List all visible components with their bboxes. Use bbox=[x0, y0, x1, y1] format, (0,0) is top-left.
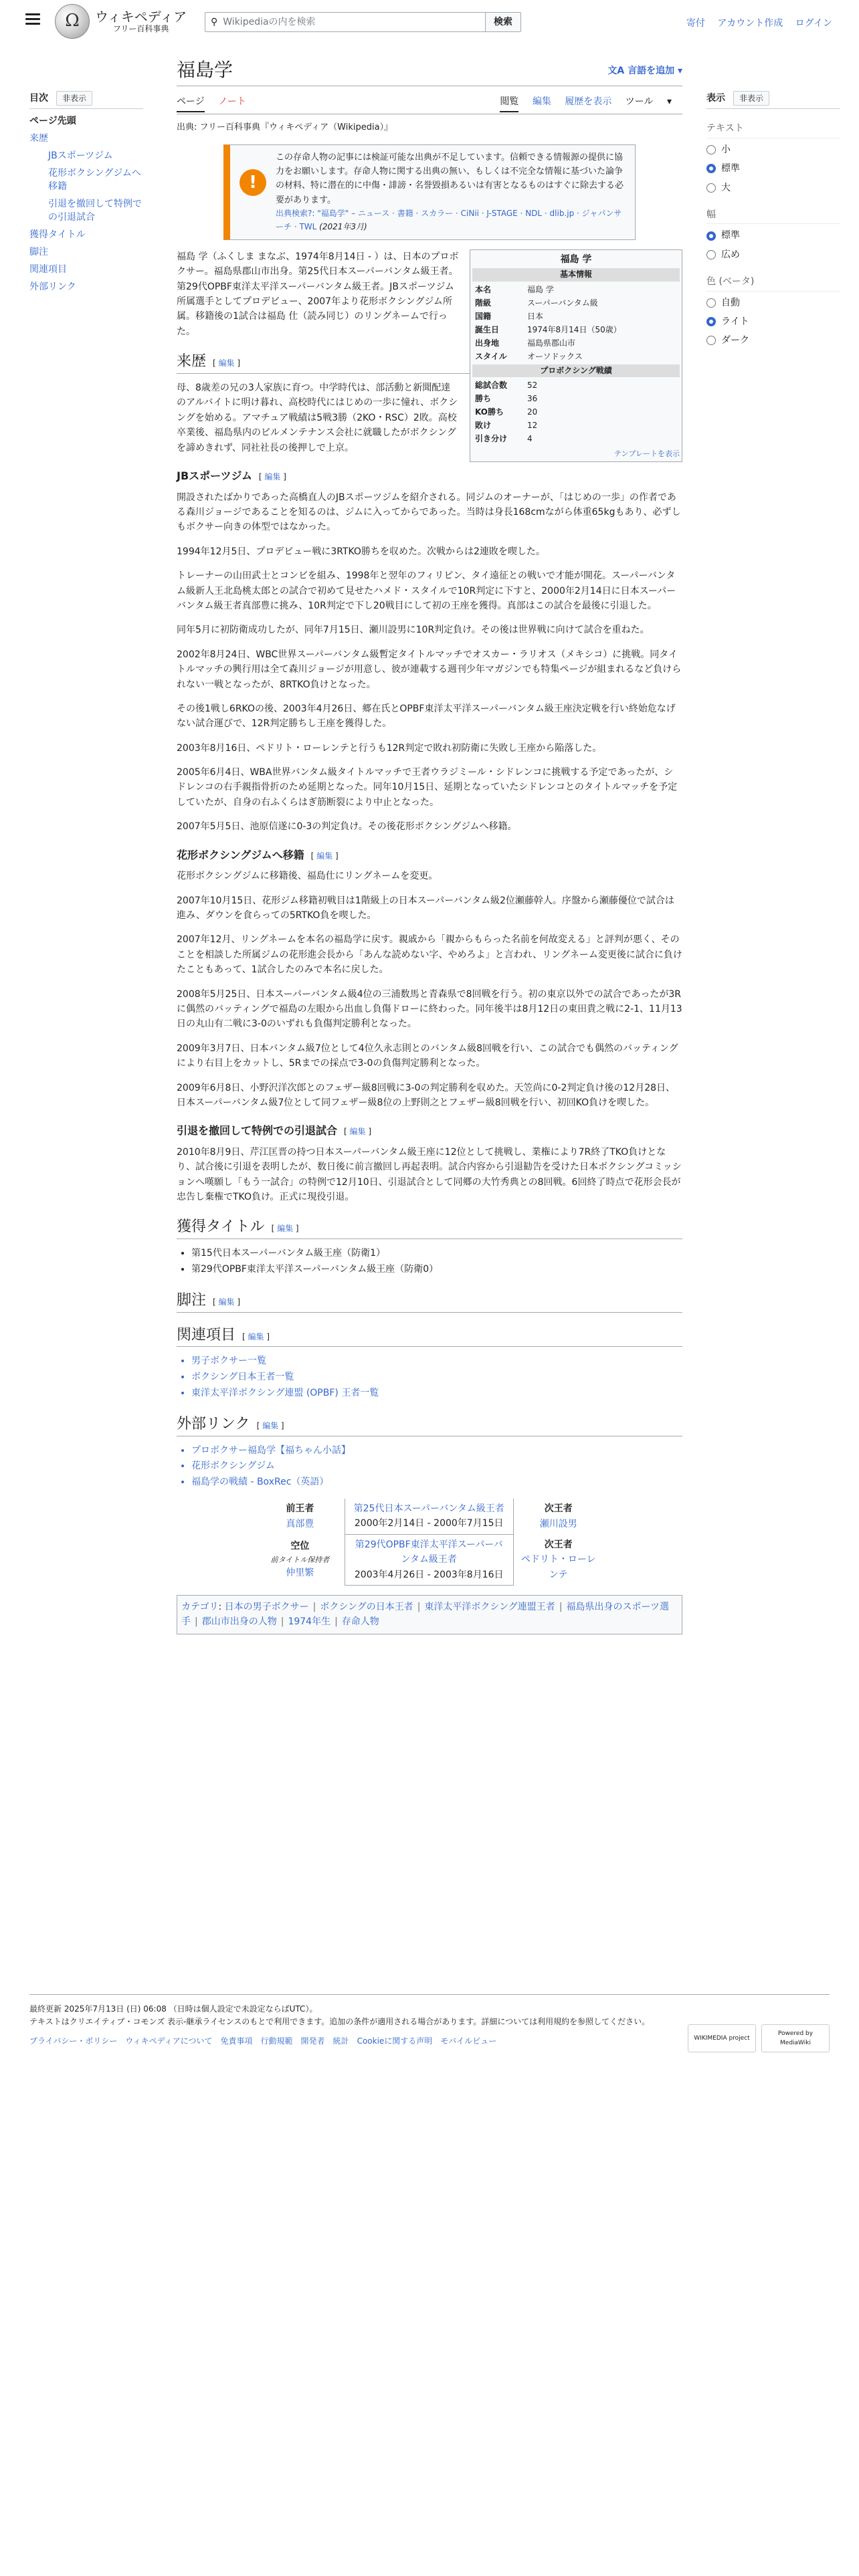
paragraph: 2002年8月24日、WBC世界スーパーバンタム級暫定タイトルマッチでオスカー・ラリオス（メキシコ）に挑戦。同タイトルマッチの興行用は全て森川ジョージが用意し、彼が連載する週刊少年マガジンでも特集ページが組まれるなど負けられない一戦となったが、8RTKO負けとなった。 bbox=[177, 649, 682, 690]
list-item[interactable]: • 東洋太平洋ボクシング連盟 (OPBF) 王者一覧 bbox=[191, 1386, 682, 1402]
infobox-key: 本名 bbox=[475, 284, 492, 294]
category-link[interactable]: 郡山市出身の人物 bbox=[201, 1616, 277, 1628]
section-titles-heading bbox=[177, 1216, 682, 1239]
infobox-key: KO勝ち bbox=[475, 407, 504, 417]
color-label: 色 (ベータ) bbox=[706, 274, 840, 291]
personal-tools bbox=[677, 16, 832, 31]
width-option[interactable] bbox=[706, 228, 840, 243]
infobox bbox=[470, 249, 682, 462]
search-button[interactable]: 検索 bbox=[486, 12, 521, 32]
predecessor-link[interactable]: 真部豊 bbox=[286, 1518, 314, 1529]
list-item[interactable]: • ボクシング日本王者一覧 bbox=[191, 1370, 682, 1386]
paragraph: その後1戦し6RKOの後、2003年4月26日、郷在氏とOPBF東洋太平洋スーパーバンタム級王座決定戦を行い終始危なげない試合運びで、12R判定勝ちし王座を獲得した。 bbox=[177, 703, 676, 730]
infobox-value: 福島県郡山市 bbox=[527, 338, 576, 348]
color-option[interactable] bbox=[706, 333, 840, 348]
succession-row bbox=[256, 1499, 603, 1534]
add-language-label: 言語を追加 bbox=[628, 66, 675, 76]
infobox-value: 36 bbox=[527, 393, 538, 403]
infobox-row bbox=[472, 296, 680, 310]
category-separator: | bbox=[417, 1601, 421, 1612]
section-history-title: 来歴 bbox=[177, 352, 207, 370]
login-link[interactable]: ログイン bbox=[795, 18, 832, 29]
search-input[interactable] bbox=[205, 12, 486, 32]
section-external-heading bbox=[177, 1414, 682, 1436]
toc-item[interactable]: ページ先頭 bbox=[29, 116, 76, 127]
infobox-row bbox=[472, 405, 680, 419]
toc-item[interactable]: 引退を撤回して特例での引退試合 bbox=[48, 199, 142, 223]
infobox-name: 福島 学 bbox=[560, 253, 592, 265]
category-separator: | bbox=[195, 1616, 198, 1628]
edit-label: 編集 bbox=[218, 358, 235, 368]
succession-years: 2003年4月26日 - 2003年8月16日 bbox=[354, 1569, 504, 1580]
history-paragraph: 母、8歳差の兄の3人家族に育つ。中学時代は、部活動と新聞配達のアルバイトに明け暮れ、高校時代にはじめの一歩に憧れ、ボクシングを始める。アマチュア戦績は5戦3勝（2KO・RSC）2敗。高校卒業後、福島県内のビルメンテナンス会社に就職したがボクシングを諦めきれず、同社社長の後押しで上京。 bbox=[177, 383, 458, 453]
infobox-key: 国籍 bbox=[475, 311, 492, 321]
infobox-basic-table bbox=[472, 283, 680, 363]
radio-button[interactable] bbox=[706, 250, 716, 259]
text-option[interactable] bbox=[706, 142, 840, 157]
infobox-value: 20 bbox=[527, 407, 538, 417]
text-option[interactable] bbox=[706, 181, 840, 195]
tab-tools[interactable]: ツール ▾ bbox=[625, 96, 672, 108]
section-related-title: 関連項目 bbox=[177, 1325, 236, 1343]
lead-paragraph: 福島 学（ふくしま まなぶ、1974年8月14日 - ）は、日本のプロボクサー。福島県郡山市出身。第25代日本スーパーバンタム級王者。第29代OPBF東洋太平洋スーパーバンタム級王者。JBスポーツジム所属選手としてプロデビュー、2007年より花形ボクシングジム所属。移籍後の1試合は福島 仕（読み同じ）のリングネームで行った。 bbox=[177, 251, 459, 337]
successor-label: 次王者 bbox=[544, 1503, 573, 1515]
paragraph: 1994年12月5日、プロデビュー戦に3RTKO勝ちを収めた。次戦からは2連敗を喫した。 bbox=[177, 546, 545, 557]
radio-label: 小 bbox=[721, 144, 731, 155]
infobox-row bbox=[472, 392, 680, 405]
list-item[interactable]: • 福島学の戦績 - BoxRec（英語） bbox=[191, 1475, 682, 1491]
predecessor-cell bbox=[256, 1499, 345, 1534]
section-external-title: 外部リンク bbox=[177, 1414, 250, 1432]
toc-item[interactable]: 関連項目 bbox=[29, 264, 67, 276]
paragraph: 2003年8月16日、ペドリト・ローレンテと行うも12R判定で敗れ初防衛に失敗し王座から陥落した。 bbox=[177, 742, 602, 754]
paragraph: 2007年12月、リングネームを本名の福島学に戻す。親戚から「親からもらった名前を何故変える」と評判が悪く、そのことを相談した所属ジムの花形進会長から「あんな読めない字、やめろよ」と言われ、リングネーム変更後に試合に負けたこともあって、1試合したのみで本名に戻した。 bbox=[177, 934, 682, 976]
toc-item[interactable]: 獲得タイトル bbox=[29, 229, 86, 241]
predecessor-label: 空位 bbox=[290, 1541, 310, 1552]
radio-button[interactable] bbox=[706, 298, 716, 308]
width-option[interactable] bbox=[706, 247, 840, 262]
article-content bbox=[177, 59, 682, 1634]
edit-label: 編集 bbox=[248, 1331, 264, 1341]
edit-section-link[interactable]: [ 編集 ] bbox=[213, 1297, 241, 1307]
title-cell bbox=[345, 1534, 513, 1585]
radio-label: 大 bbox=[721, 182, 731, 193]
successor-cell bbox=[513, 1534, 603, 1585]
edit-label: 編集 bbox=[218, 1297, 235, 1307]
edit-section-link[interactable]: [ 編集 ] bbox=[258, 472, 286, 482]
category-link[interactable]: 存命人物 bbox=[341, 1616, 379, 1628]
tools-label: ツール bbox=[625, 96, 654, 108]
paragraph: 同年5月に初防衛成功したが、同年7月15日、瀬川設男に10R判定負け。その後は世界戦に向けて試合を重ねた。 bbox=[177, 625, 650, 636]
jb-paragraphs bbox=[177, 490, 682, 835]
infobox-value: スーパーバンタム級 bbox=[527, 298, 598, 308]
list-item: • 第29代OPBF東洋太平洋スーパーバンタム級王座（防衛0） bbox=[191, 1262, 682, 1278]
footer-link[interactable]: モバイルビュー bbox=[440, 2036, 497, 2046]
site-logo[interactable] bbox=[55, 4, 187, 39]
infobox-row bbox=[472, 419, 680, 432]
section-jb-heading bbox=[177, 467, 682, 485]
paragraph: トレーナーの山田武士とコンビを組み、1998年と翌年のフィリピン、タイ遠征との戦いで才能が開花。スーパーバンタム級新人王北島桃太郎との試合で初めて見せたハメド・スタイルで10R判定に下すと、2000年2月14日に日本スーパーバンタム級王者真部豊に挑み、10R判定で下し20戦目にして初の王座を獲得。真部はこの試合を最後に引退した。 bbox=[177, 570, 676, 611]
section-retire-heading bbox=[177, 1122, 682, 1140]
retire-paragraph: 2010年8月9日、芹江匡晋の持つ日本スーパーバンタム級王座に12位として挑戦し、業権により7R終了TKO負けとなり、試合後に引退を表明したが、数日後に前言撤回し再起表明。試合内容から引退勧告を受けた日本ボクシングコミッションへ嘆願し「もう一試合」の特例で12月10日、引退試合として同郷の大竹秀典との8回戦。6回終了時点で花形会長が忠告し棄権でTKO負け。正式に現役引退。 bbox=[177, 1146, 682, 1203]
edit-section-link[interactable]: [ 編集 ] bbox=[256, 1420, 284, 1430]
notice-text: この存命人物の記事には検証可能な出典が不足しています。信頼できる情報源の提供に協力をお願いします。存命人物に関する出典の無い、もしくは不完全な情報に基づいた論争の材料、特に潜在的に中傷・誹謗・名誉毀損あるいは有害となるものはすぐに除去する必要があります。 bbox=[276, 152, 624, 205]
infobox-row bbox=[472, 336, 680, 350]
footer-link[interactable]: 行動規範 bbox=[260, 2036, 293, 2046]
toc-item[interactable]: 外部リンク bbox=[29, 282, 76, 293]
infobox-key: スタイル bbox=[475, 351, 507, 361]
infobox-value: 12 bbox=[527, 420, 538, 430]
succession-title[interactable]: 第29代OPBF東洋太平洋スーパーバンタム級王者 bbox=[355, 1539, 503, 1566]
tab-read[interactable]: 閲覧 bbox=[500, 96, 518, 112]
color-option[interactable] bbox=[706, 296, 840, 310]
search-form bbox=[205, 12, 521, 32]
infobox-key: 敗け bbox=[475, 420, 492, 430]
footer-link[interactable]: プライバシー・ポリシー bbox=[29, 2036, 118, 2046]
paragraph: 2009年3月7日、日本バンタム級7位として4位久永志則とのバンタム級8回戦を行い、この試合でも偶然のバッティングにより右目上をカットし、5Rまでの採点で3-0の負傷判定勝利となった。 bbox=[177, 1043, 678, 1069]
edit-section-link[interactable]: [ 編集 ] bbox=[242, 1331, 270, 1341]
donate-link[interactable]: 寄付 bbox=[686, 18, 705, 29]
colon: : bbox=[218, 1601, 225, 1612]
page-footer bbox=[29, 1994, 830, 2048]
section-jb-title: JBスポーツジム bbox=[177, 469, 252, 483]
paragraph: 2007年10月15日、花形ジム移籍初戦目は1階級上の日本スーパーバンタム級2位瀬藤幹人。序盤から瀬藤優位で試合は進み、ダウンを食らっての5RTKO負を喫した。 bbox=[177, 895, 674, 922]
radio-button[interactable] bbox=[706, 164, 716, 173]
toc-list bbox=[29, 114, 143, 294]
hanagata-paragraphs bbox=[177, 869, 682, 1110]
successor-label: 次王者 bbox=[544, 1539, 573, 1550]
footer-link[interactable]: ウィキペディアについて bbox=[125, 2036, 213, 2046]
successor-cell bbox=[513, 1499, 603, 1534]
category-link[interactable]: 日本の男子ボクサー bbox=[224, 1601, 309, 1612]
tab-edit[interactable]: 編集 bbox=[532, 96, 551, 108]
infobox-row bbox=[472, 432, 680, 445]
toc-item[interactable]: 来歴 bbox=[29, 133, 48, 144]
warning-icon: ! bbox=[240, 169, 266, 196]
footer-link[interactable]: Cookieに関する声明 bbox=[357, 2036, 433, 2046]
infobox-row bbox=[472, 310, 680, 323]
infobox-section-basic: 基本情報 bbox=[472, 268, 680, 281]
wikipedia-globe-icon: Ω bbox=[55, 4, 90, 39]
tab-page[interactable]: ページ bbox=[177, 96, 205, 112]
footer-link[interactable]: 統計 bbox=[332, 2036, 349, 2046]
category-link[interactable]: 福島県出身のスポーツ選手 bbox=[181, 1601, 669, 1628]
category-link[interactable]: 東洋太平洋ボクシング連盟王者 bbox=[424, 1601, 555, 1612]
infobox-row bbox=[472, 323, 680, 336]
section-hanagata-title: 花形ボクシングジムへ移籍 bbox=[177, 848, 304, 861]
color-option[interactable] bbox=[706, 314, 840, 329]
toc-item[interactable]: JBスポーツジム bbox=[48, 150, 113, 162]
width-label: 幅 bbox=[706, 207, 840, 224]
edit-label: 編集 bbox=[349, 1127, 366, 1137]
site-header bbox=[0, 0, 859, 43]
edit-section-link[interactable]: [ 編集 ] bbox=[213, 358, 241, 368]
maintenance-notice bbox=[223, 144, 636, 240]
section-notes-title: 脚注 bbox=[177, 1291, 207, 1308]
text-option[interactable] bbox=[706, 161, 840, 176]
edit-label: 編集 bbox=[262, 1420, 279, 1430]
infobox-key: 階級 bbox=[475, 298, 492, 308]
translate-icon: 文A bbox=[607, 66, 628, 76]
radio-button[interactable] bbox=[706, 317, 716, 326]
title-cell bbox=[345, 1499, 513, 1534]
article-source-note: 出典: フリー百科事典『ウィキペディア（Wikipedia）』 bbox=[177, 122, 393, 132]
footer-link[interactable]: 免責事項 bbox=[220, 2036, 253, 2046]
page-tabs bbox=[177, 94, 682, 114]
appearance-panel bbox=[706, 91, 840, 352]
radio-label: 標準 bbox=[721, 230, 740, 241]
section-related-heading bbox=[177, 1325, 682, 1348]
add-language-button[interactable]: 文A 言語を追加 ▾ bbox=[607, 66, 682, 76]
predecessor-note: 前タイトル保持者 bbox=[270, 1555, 330, 1564]
appearance-title: 表示 bbox=[706, 93, 725, 104]
edit-label: 編集 bbox=[277, 1224, 294, 1234]
list-item[interactable]: • 男子ボクサー一覧 bbox=[191, 1354, 682, 1370]
infobox-section-record: プロボクシング戦績 bbox=[472, 364, 680, 377]
appearance-hide-button[interactable]: 非表示 bbox=[733, 91, 769, 106]
edit-section-link[interactable]: [ 編集 ] bbox=[310, 851, 339, 861]
source-search-links[interactable]: 出典検索?: "福島学" – ニュース · 書籍 · スカラー · CiNii · J-STAGE · NDL · dlib.jp · ジャパンサーチ · TWL bbox=[276, 209, 622, 232]
category-link[interactable]: ボクシングの日本王者 bbox=[320, 1601, 413, 1612]
radio-label: 広め bbox=[721, 249, 740, 260]
succession-boxes bbox=[256, 1499, 603, 1586]
predecessor-label: 前王者 bbox=[286, 1503, 314, 1515]
paragraph: 2005年6月4日、WBA世界バンタム級タイトルマッチで王者ウラジミール・シドレンコに挑戦する予定であったが、シドレンコの右手親指骨折のため延期となった。同年10月15日、延期となっていたシドレンコとのタイトルマッチを予定していたが、自身の右ふくらはぎ筋断裂により中止となった。 bbox=[177, 767, 678, 808]
toc-hide-button[interactable]: 非表示 bbox=[56, 91, 92, 106]
succession-title[interactable]: 第25代日本スーパーバンタム級王者 bbox=[353, 1503, 504, 1515]
text-size-label: テキスト bbox=[706, 121, 840, 138]
section-titles-title: 獲得タイトル bbox=[177, 1218, 265, 1235]
edit-label: 編集 bbox=[316, 851, 333, 861]
radio-button[interactable] bbox=[706, 231, 716, 241]
paragraph: 花形ボクシングジムに移籍後、福島仕にリングネームを変更。 bbox=[177, 871, 438, 882]
category-link[interactable]: 1974年生 bbox=[288, 1616, 331, 1628]
list-item[interactable]: • 花形ボクシングジム bbox=[191, 1459, 682, 1475]
related-list bbox=[177, 1354, 682, 1401]
succession-row bbox=[256, 1534, 603, 1585]
radio-label: ダーク bbox=[721, 335, 749, 346]
infobox-value: 4 bbox=[527, 433, 533, 443]
radio-button[interactable] bbox=[706, 145, 716, 154]
notice-date: (2021年3月) bbox=[319, 222, 367, 232]
paragraph: 2008年5月25日、日本スーパーバンタム級4位の三浦数馬と青森県で8回戦を行う。初の東京以外での試合であったが3Rに偶然のバッティングで福島の左眼から出血し負傷ドローに終わった。同年後半は8月12日の東田貴之戦に2-1、11月13日の丸山有二戦に3-0のいずれも負傷判定勝利となった。 bbox=[177, 988, 682, 1030]
category-separator: | bbox=[559, 1601, 563, 1612]
edit-section-link[interactable]: [ 編集 ] bbox=[344, 1127, 372, 1137]
color-options bbox=[706, 296, 840, 348]
category-separator: | bbox=[280, 1616, 284, 1628]
mediawiki-badge[interactable]: Powered by MediaWiki bbox=[761, 2024, 830, 2052]
tab-history[interactable]: 履歴を表示 bbox=[565, 96, 612, 108]
successor-link[interactable]: ペドリト・ローレンテ bbox=[520, 1554, 596, 1580]
paragraph: 2009年6月8日、小野沢洋次郎とのフェザー級8回戦に3-0の判定勝利を収めた。天笠尚に0-2判定負け後の12月28日、日本スーパーバンタム級7位として同フェザー級8位の上野則之とフェザー級8回戦を行い、初回KO負けを喫した。 bbox=[177, 1082, 676, 1108]
infobox-value: 52 bbox=[527, 380, 538, 390]
external-list bbox=[177, 1443, 682, 1491]
paragraph: 2007年5月5日、池原信遂に0-3の判定負け。その後花形ボクシングジムへ移籍。 bbox=[177, 821, 517, 833]
infobox-row bbox=[472, 283, 680, 296]
infobox-key: 総試合数 bbox=[475, 380, 508, 390]
section-hanagata-heading bbox=[177, 847, 682, 864]
edit-section-link[interactable]: [ 編集 ] bbox=[271, 1224, 299, 1234]
section-retire-title: 引退を撤回して特例での引退試合 bbox=[177, 1124, 338, 1138]
logo-title: ウィキペディア bbox=[95, 9, 187, 25]
category-separator: | bbox=[335, 1616, 338, 1628]
list-item: • 第15代日本スーパーバンタム級王座（防衛1） bbox=[191, 1246, 682, 1262]
last-updated: 最終更新 2025年7月13日 (日) 06:08 （日時は個人設定で未設定ならばUTC）。 bbox=[29, 2004, 318, 2014]
list-item[interactable]: • プロボクサー福島学【福ちゃん小話】 bbox=[191, 1443, 682, 1459]
infobox-row bbox=[472, 379, 680, 392]
search-icon: ⚲ bbox=[211, 16, 218, 27]
infobox-value: 福島 学 bbox=[527, 284, 554, 294]
radio-label: 標準 bbox=[721, 163, 740, 175]
infobox-value: 日本 bbox=[527, 311, 544, 321]
titles-list bbox=[177, 1246, 682, 1278]
infobox-key: 引き分け bbox=[475, 433, 508, 443]
infobox-row bbox=[472, 350, 680, 363]
predecessor-link[interactable]: 仲里繁 bbox=[286, 1568, 314, 1579]
infobox-key: 出身地 bbox=[475, 338, 500, 348]
footer-link[interactable]: 開発者 bbox=[300, 2036, 325, 2046]
logo-subtitle: フリー百科事典 bbox=[112, 24, 169, 33]
category-box bbox=[177, 1595, 682, 1634]
infobox-key: 勝ち bbox=[475, 393, 492, 403]
wikimedia-badge[interactable]: WIKIMEDIA project bbox=[688, 2024, 756, 2052]
categories-label[interactable]: カテゴリ bbox=[181, 1601, 219, 1612]
tab-talk[interactable]: ノート bbox=[218, 96, 246, 108]
edit-label: 編集 bbox=[264, 472, 281, 482]
radio-label: 自動 bbox=[721, 297, 740, 308]
infobox-record-table bbox=[472, 379, 680, 445]
toc-item[interactable]: 脚注 bbox=[29, 247, 48, 258]
search-placeholder: Wikipediaの内を検索 bbox=[223, 16, 316, 27]
infobox-value: 1974年8月14日（50歳） bbox=[527, 324, 622, 334]
toc-title: 目次 bbox=[29, 93, 48, 104]
toc-item[interactable]: 花形ボクシングジムへ移籍 bbox=[48, 168, 141, 193]
infobox-value: オーソドックス bbox=[527, 351, 583, 361]
create-account-link[interactable]: アカウント作成 bbox=[717, 18, 783, 29]
text-size-options bbox=[706, 142, 840, 195]
radio-label: ライト bbox=[721, 316, 749, 327]
section-notes-heading bbox=[177, 1290, 682, 1313]
category-separator: | bbox=[312, 1601, 316, 1612]
paragraph: 開設されたばかりであった高橋直人のJBスポーツジムを紹介される。同ジムのオーナーが、「はじめの一歩」の作者である森川ジョージであることを知るのは、ジムに入ってからであった。当時は身長168cmながら体重65kgもあり、必ずしもボクサー向きの体型ではなかった。 bbox=[177, 492, 681, 533]
toc-panel bbox=[29, 91, 143, 298]
radio-button[interactable] bbox=[706, 336, 716, 345]
width-options bbox=[706, 228, 840, 262]
main-menu-icon[interactable] bbox=[25, 13, 40, 25]
succession-years: 2000年2月14日 - 2000年7月15日 bbox=[354, 1518, 504, 1529]
infobox-key: 誕生日 bbox=[475, 324, 500, 334]
radio-button[interactable] bbox=[706, 183, 716, 193]
successor-link[interactable]: 瀬川設男 bbox=[539, 1518, 577, 1529]
page-title: 福島学 bbox=[177, 60, 233, 81]
license-text: テキストはクリエイティブ・コモンズ 表示-継承ライセンスのもとで利用できます。追加の条件が適用される場合があります。詳細については利用規約を参照してください。 bbox=[29, 2017, 650, 2027]
show-template-link[interactable]: テンプレートを表示 bbox=[613, 449, 680, 458]
predecessor-cell bbox=[256, 1534, 345, 1585]
